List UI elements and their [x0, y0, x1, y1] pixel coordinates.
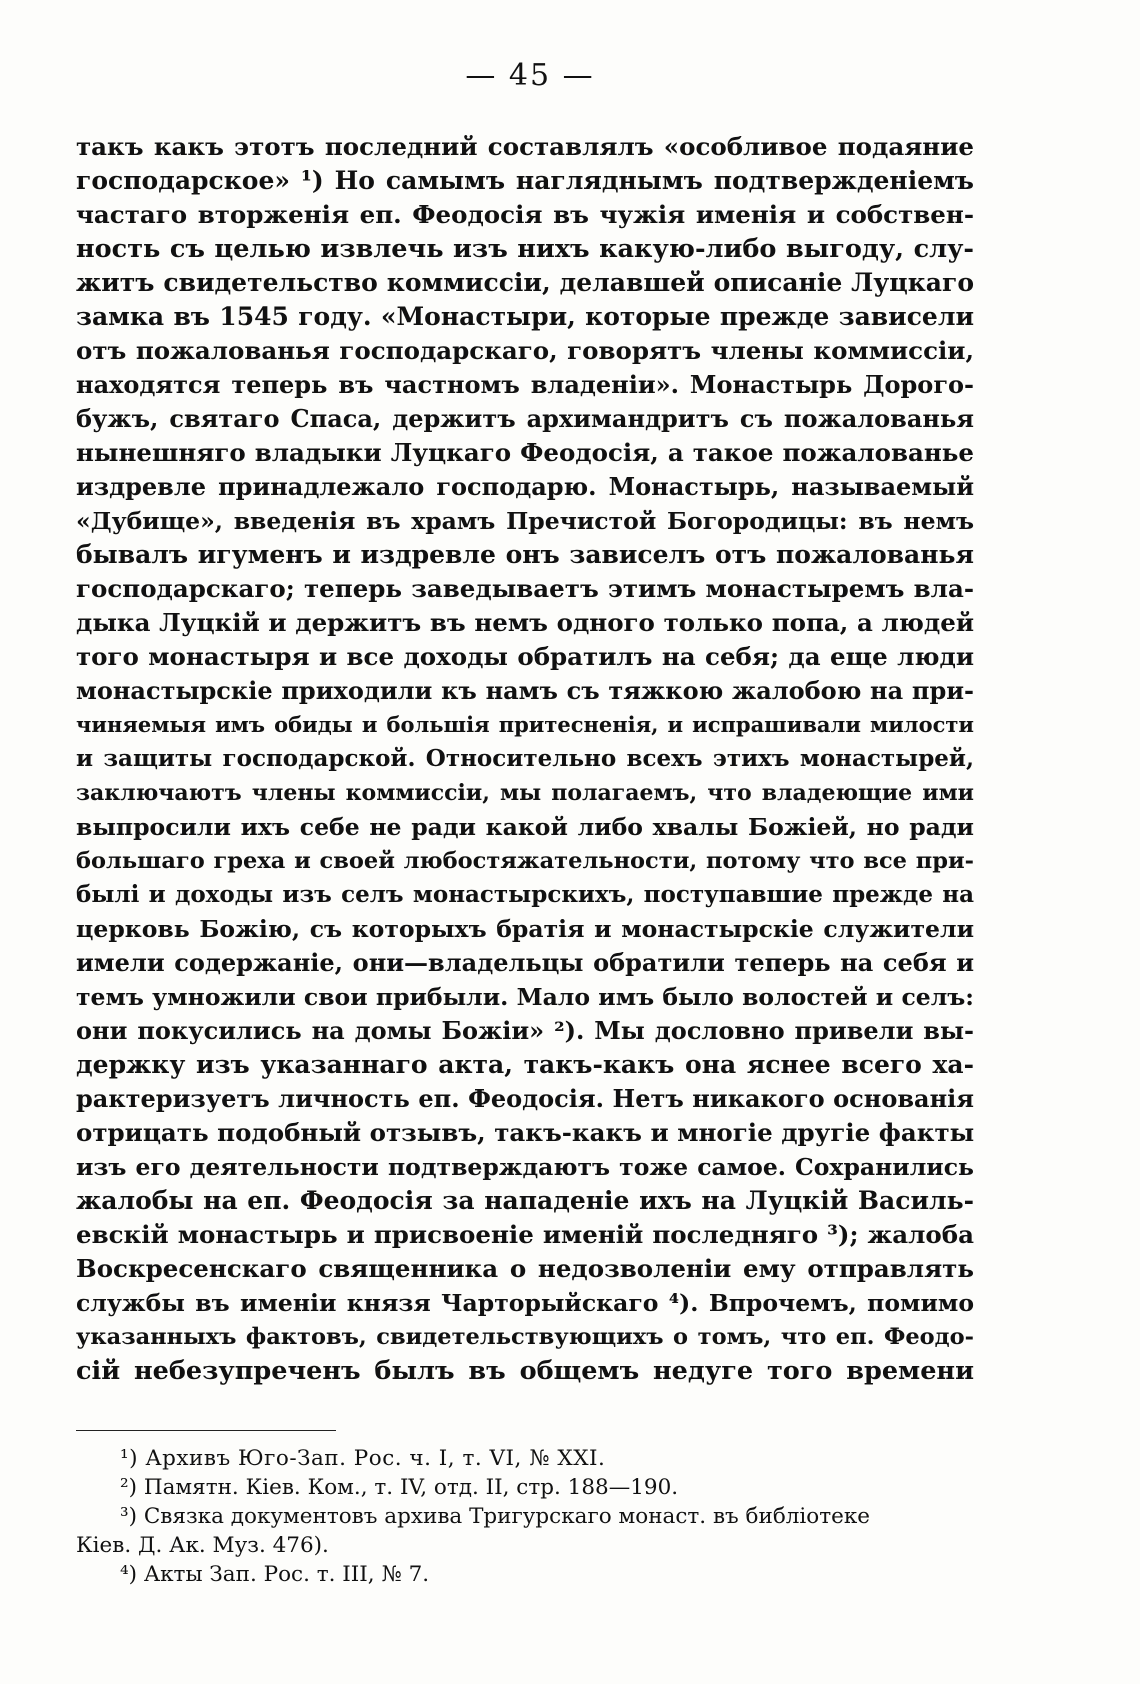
text-line: жалобы на еп. Феодосiя за нападенiе ихъ на Луцкiй Василь- — [76, 1186, 974, 1215]
footnote-4 — [76, 1560, 976, 1589]
text-line: былi и доходы изъ селъ монастырскихъ, поступавшие прежде на — [76, 881, 974, 908]
text-line: церковь Божiю, съ которыхъ братiя и монастырскiе служители — [76, 915, 974, 943]
body-text — [76, 130, 974, 1388]
text-line: находятся теперь въ частномъ владенiи». Монастырь Дорого- — [76, 370, 974, 399]
text-line: изъ его деятельности подтверждаютъ тоже самое. Сохранились — [76, 1153, 974, 1181]
text-line: частаго вторженiя еп. Феодосiя въ чужiя именiя и собствен- — [76, 200, 974, 229]
text-line: и защиты господарской. Относительно всехъ этихъ монастырей, — [76, 745, 974, 772]
text-line: службы въ именiи князя Чарторыйскаго ⁴). Впрочемъ, помимо — [76, 1289, 974, 1317]
footnote-text: ³) Связка документовъ архива Тригурскаго монаст. въ библiотеке — [120, 1504, 871, 1529]
text-line: господарское» ¹) Но самымъ нагляднымъ подтвержденiемъ — [76, 166, 974, 195]
text-line: того монастыря и все доходы обратилъ на себя; да еще люди — [76, 642, 974, 671]
text-line: ность съ целью извлечь изъ нихъ какую-либо выгоду, слу- — [76, 234, 974, 264]
text-line: темъ умножили свои прибыли. Мало имъ было волостей и селъ: — [76, 983, 974, 1011]
text-line: господарскаго; теперь заведываетъ этимъ монастыремъ вла- — [76, 574, 974, 603]
text-line: Воскресенскаго священника о недозволенiи ему отправлять — [76, 1254, 974, 1283]
text-line: дыка Луцкiй и держитъ въ немъ одного только попа, а людей — [76, 608, 974, 637]
text-line: бывалъ игуменъ и издревле онъ зависелъ отъ пожалованья — [76, 540, 974, 569]
text-line: бужъ, святаго Спаса, держитъ архимандритъ съ пожалованья — [76, 404, 974, 433]
footnote-text: Кiев. Д. Ак. Муз. 476). — [76, 1533, 329, 1558]
page-number: — 45 — — [465, 58, 595, 93]
footnote-2 — [76, 1473, 976, 1502]
text-line: издревле принадлежало господарю. Монастырь, называемый — [76, 472, 974, 501]
text-line: чиняемыя имъ обиды и большiя притесненiя, и испрашивали милости — [76, 712, 974, 737]
text-line: выпросили ихъ себе не ради какой либо хвалы Божiей, но ради — [76, 813, 974, 841]
footnote-1 — [76, 1444, 976, 1473]
text-line: держку изъ указаннаго акта, такъ-какъ она яснее всего ха- — [76, 1050, 974, 1079]
footnote-text: ¹) Архивъ Юго-Зап. Рос. ч. I, т. VI, № XXI. — [120, 1446, 606, 1471]
text-line: отрицать подобный отзывъ, такъ-какъ и многiе другiе факты — [76, 1118, 974, 1147]
text-line: замка въ 1545 году. «Монастыри, которые прежде зависели — [76, 302, 974, 331]
text-line: указанныхъ фактовъ, свидетельствующихъ о томъ, что еп. Феодо- — [76, 1324, 974, 1350]
text-line: такъ какъ этотъ последний составлялъ «особливое подаяние — [76, 132, 974, 161]
text-line: житъ свидетельство коммиссiи, делавшей описанiе Луцкаго — [76, 268, 974, 297]
footnote-text: ⁴) Акты Зап. Рос. т. III, № 7. — [120, 1562, 430, 1587]
footnotes — [76, 1444, 976, 1589]
footnote-text: ²) Памятн. Кiев. Ком., т. IV, отд. II, стр. 188—190. — [120, 1475, 679, 1500]
footnote-3-continuation — [76, 1531, 976, 1560]
text-line: «Дубище», введенiя въ храмъ Пречистой Богородицы: въ немъ — [76, 507, 974, 535]
text-line: имели содержанiе, они—владельцы обратили теперь на себя и — [76, 948, 974, 977]
text-line: рактеризуетъ личность еп. Феодосiя. Нетъ никакого основанiя — [76, 1084, 974, 1113]
text-line: заключаютъ члены коммиссiи, мы полагаемъ, что владеющие ими — [76, 780, 974, 806]
text-line: нынешняго владыки Луцкаго Феодосiя, а такое пожалованье — [76, 438, 974, 467]
text-line: сiй небезупреченъ былъ въ общемъ недуге того времени — [76, 1356, 974, 1386]
text-line: они покусились на домы Божiи» ²). Мы дословно привели вы- — [76, 1016, 974, 1045]
text-line: большаго греха и своей любостяжательности, потому что все при- — [76, 848, 974, 874]
footnote-3 — [76, 1502, 976, 1531]
footnote-divider — [76, 1430, 336, 1431]
text-line: евскiй монастырь и присвоенiе именiй последняго ³); жалоба — [76, 1220, 974, 1249]
text-line: отъ пожалованья господарскаго, говорятъ члены коммиссiи, — [76, 336, 974, 365]
text-line: монастырскiе приходили къ намъ съ тяжкою жалобою на при- — [76, 676, 974, 705]
